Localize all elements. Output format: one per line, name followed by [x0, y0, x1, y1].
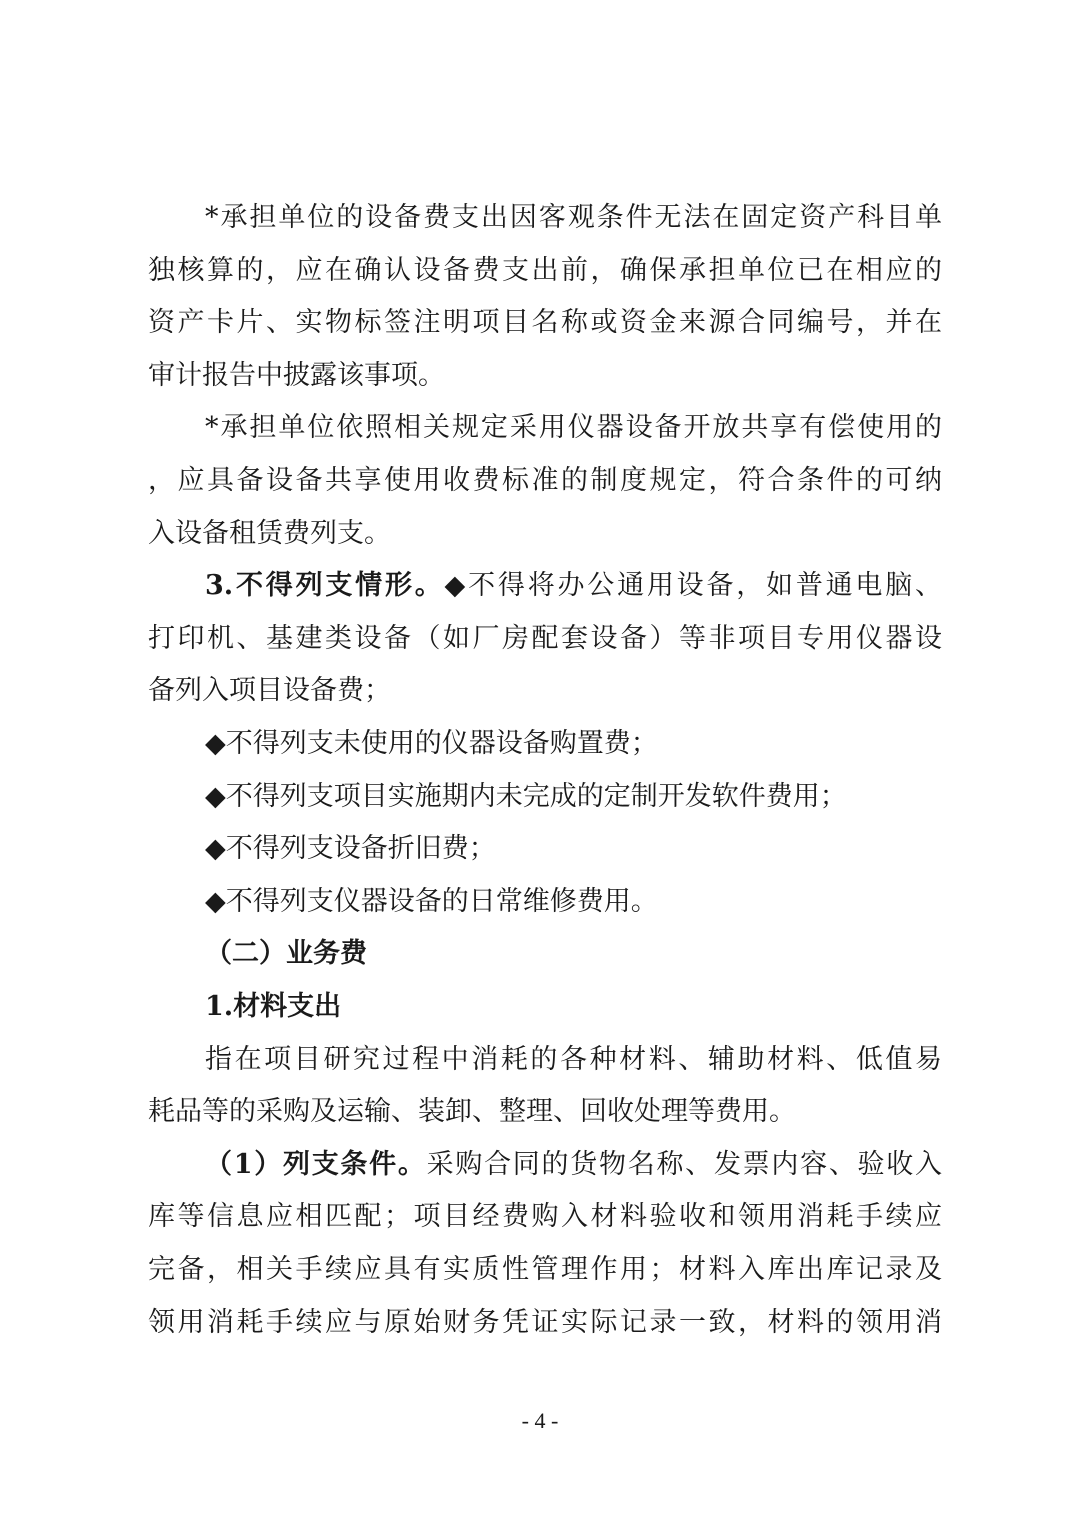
line-text: ◆不得列支设备折旧费； [205, 833, 496, 865]
bold-heading: （1）列支条件。 [205, 1148, 427, 1180]
line-text: ◆不得列支项目实施期内未完成的定制开发软件费用； [205, 780, 847, 812]
bold-heading: （二）业务费 [205, 938, 367, 970]
line-text: 采购合同的货物名称、发票内容、验收入 [426, 1148, 942, 1180]
text-line [148, 516, 942, 552]
line-text: *承担单位依照相关规定采用仪器设备开放共享有偿使用的 [205, 412, 942, 444]
text-line [148, 1305, 942, 1341]
text-line [205, 1042, 942, 1078]
text-line [205, 884, 942, 920]
text-line [205, 200, 942, 236]
text-line [205, 726, 942, 762]
line-text: 库等信息应相匹配；项目经费购入材料验收和领用消耗手续应 [148, 1201, 942, 1233]
bold-heading: 3.不得列支情形。 [205, 570, 445, 602]
text-line [148, 305, 942, 341]
text-line [148, 253, 942, 289]
text-line [205, 989, 942, 1025]
line-text: ，应具备设备共享使用收费标准的制度规定，符合条件的可纳 [148, 465, 942, 496]
text-line [205, 410, 942, 446]
line-text: 指在项目研究过程中消耗的各种材料、辅助材料、低值易 [205, 1043, 942, 1075]
text-line [205, 936, 942, 972]
line-text: *承担单位的设备费支出因客观条件无法在固定资产科目单 [205, 202, 942, 233]
line-text: 入设备租赁费列支。 [148, 517, 391, 549]
line-text: ◆不得列支未使用的仪器设备购置费； [205, 728, 658, 759]
line-text: ◆不得将办公通用设备，如普通电脑、 [444, 570, 942, 602]
text-line [148, 1252, 942, 1288]
text-line [205, 779, 942, 815]
text-line [205, 568, 942, 604]
text-line [148, 1199, 942, 1235]
text-line [148, 463, 942, 499]
line-text: 资产卡片、实物标签注明项目名称或资金来源合同编号，并在 [148, 307, 942, 339]
line-text: 打印机、基建类设备（如厂房配套设备）等非项目专用仪器设 [148, 622, 942, 654]
line-text: 领用消耗手续应与原始财务凭证实际记录一致，材料的领用消 [148, 1306, 942, 1338]
text-line [205, 831, 942, 867]
line-text: 备列入项目设备费； [148, 675, 391, 707]
text-line [148, 673, 942, 709]
page-number: - 4 - [521, 1408, 559, 1433]
text-line [205, 1147, 942, 1183]
line-text: 独核算的，应在确认设备费支出前，确保承担单位已在相应的 [148, 254, 942, 286]
text-line [148, 621, 942, 657]
bold-heading: 1.材料支出 [205, 991, 342, 1022]
text-line [148, 1094, 942, 1130]
line-text: 完备，相关手续应具有实质性管理作用；材料入库出库记录及 [148, 1254, 942, 1285]
line-text: ◆不得列支仪器设备的日常维修费用。 [205, 885, 658, 917]
line-text: 审计报告中披露该事项。 [148, 359, 445, 391]
text-line [148, 358, 942, 394]
line-text: 耗品等的采购及运输、装卸、整理、回收处理等费用。 [148, 1096, 796, 1128]
